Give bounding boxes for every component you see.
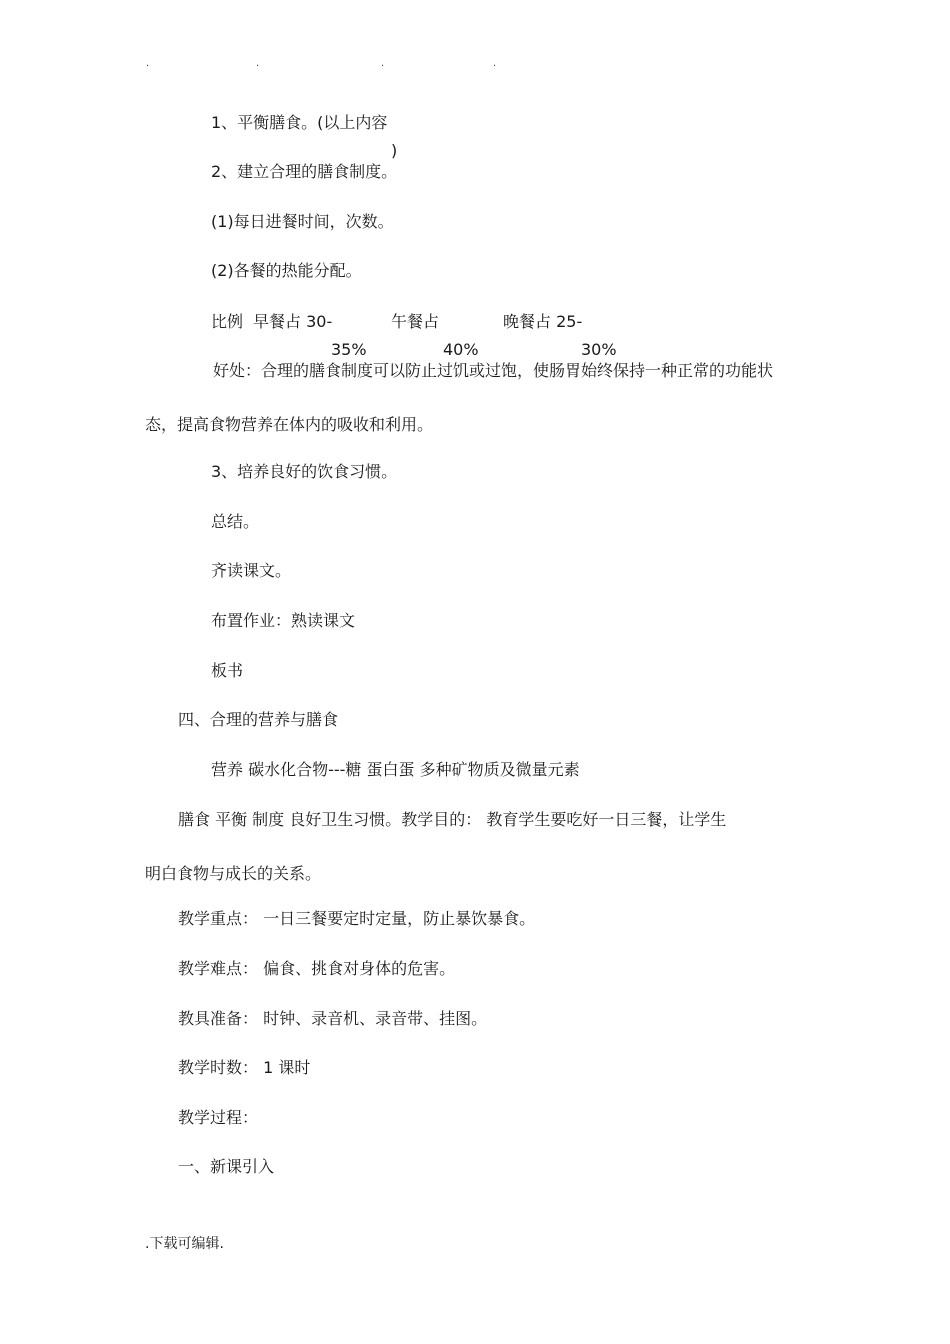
section-four-heading: 四、合理的营养与膳食 (178, 710, 339, 729)
diet-line-2: 明白食物与成长的关系。 (145, 864, 322, 883)
teaching-process: 教学过程： (178, 1108, 259, 1127)
read-aloud: 齐读课文。 (211, 561, 292, 580)
ratio-lunch: 午餐占 (391, 312, 440, 331)
ratio-dinner: 晚餐占 25- (503, 312, 583, 331)
benefit-line-1: 好处：合理的膳食制度可以防止过饥或过饱，使肠胃始终保持一种正常的功能状 (213, 361, 774, 380)
header-dot: . (146, 58, 150, 69)
new-lesson-intro: 一、新课引入 (178, 1157, 275, 1176)
diet-line-1: 膳食 平衡 制度 良好卫生习惯。教学目的： 教育学生要吃好一日三餐，让学生 (178, 810, 727, 829)
ratio-dinner-pct: 30% (581, 340, 617, 359)
teaching-hours: 教学时数： 1 课时 (178, 1058, 311, 1077)
benefit-line-2: 态，提高食物营养在体内的吸收和利用。 (145, 415, 434, 434)
teaching-key-point: 教学重点： 一日三餐要定时定量，防止暴饮暴食。 (178, 909, 536, 928)
ratio-breakfast: 早餐占 30- (253, 312, 333, 331)
header-dot: . (381, 58, 385, 69)
teaching-difficulty: 教学难点： 偏食、挑食对身体的危害。 (178, 959, 456, 978)
item-habits: 3、培养良好的饮食习惯。 (211, 462, 398, 481)
ratio-label: 比例 (211, 312, 244, 331)
item-balanced-diet: 1、平衡膳食。(以上内容 (211, 113, 388, 132)
footer-editable-note: .下载可编辑. (145, 1236, 224, 1252)
header-dot: . (493, 58, 497, 69)
teaching-tools: 教具准备： 时钟、录音机、录音带、挂图。 (178, 1009, 488, 1028)
header-dot: . (256, 58, 260, 69)
item-meal-system: 2、建立合理的膳食制度。 (211, 162, 398, 181)
item-energy-distribution: (2)各餐的热能分配。 (211, 261, 362, 280)
item-balanced-diet-paren: ) (391, 141, 398, 160)
item-meal-time: (1)每日进餐时间，次数。 (211, 212, 394, 231)
ratio-breakfast-pct: 35% (331, 340, 367, 359)
homework: 布置作业：熟读课文 (211, 611, 356, 630)
summary: 总结。 (211, 512, 260, 531)
board-writing: 板书 (211, 661, 244, 680)
nutrition-line: 营养 碳水化合物---糖 蛋白蛋 多种矿物质及微量元素 (211, 760, 580, 779)
ratio-lunch-pct: 40% (443, 340, 479, 359)
